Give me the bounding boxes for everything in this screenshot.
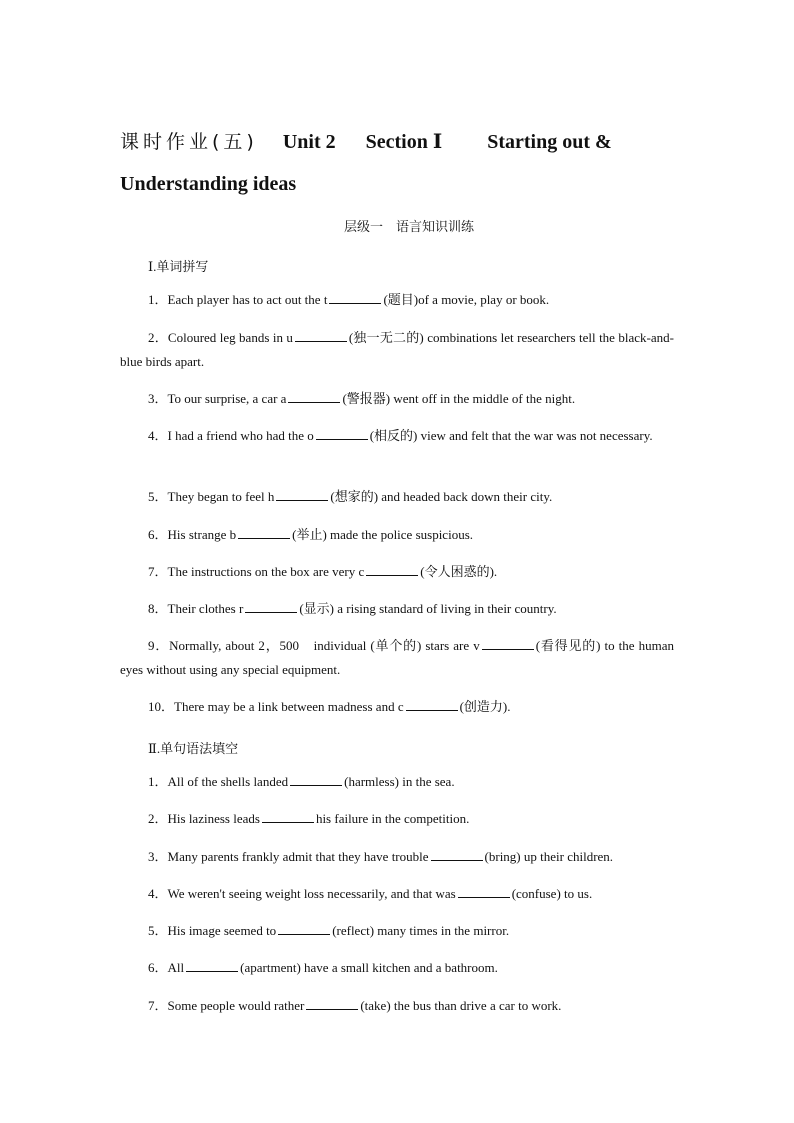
part1-item bbox=[120, 387, 674, 411]
item-text-after: (题目)of a movie, play or book. bbox=[383, 292, 550, 307]
item-text-before: I had a friend who had the o bbox=[167, 428, 314, 443]
item-number: 8． bbox=[148, 601, 168, 616]
part1-item bbox=[120, 523, 674, 547]
part1-item bbox=[120, 485, 674, 509]
part1-heading: Ⅰ.单词拼写 bbox=[148, 259, 209, 274]
item-text-before: All bbox=[167, 960, 185, 975]
item-text-after: (confuse) to us. bbox=[511, 886, 593, 901]
item-text-after: (显示) a rising standard of living in their country. bbox=[299, 601, 557, 616]
part2-item bbox=[120, 807, 674, 831]
item-number: 2． bbox=[148, 811, 168, 826]
item-text-before: To our surprise, a car a bbox=[167, 391, 287, 406]
item-number: 3． bbox=[148, 391, 168, 406]
page-title bbox=[120, 121, 674, 205]
item-text-after: his failure in the competition. bbox=[315, 811, 470, 826]
item-text-before: His image seemed to bbox=[167, 923, 277, 938]
item-text-after: (警报器) went off in the middle of the night. bbox=[342, 391, 576, 406]
title-topic-line2: Understanding ideas bbox=[120, 173, 297, 195]
answer-blank[interactable] bbox=[278, 922, 330, 935]
item-text-after: (harmless) in the sea. bbox=[344, 774, 455, 789]
answer-blank[interactable] bbox=[406, 698, 458, 711]
answer-blank[interactable] bbox=[316, 427, 368, 440]
item-text-after: (bring) up their children. bbox=[484, 849, 614, 864]
part1-item bbox=[120, 597, 674, 621]
answer-blank[interactable] bbox=[329, 291, 381, 304]
item-text-before: Normally, about 2，500 individual (单个的) stars are v bbox=[169, 638, 480, 653]
part2-item bbox=[120, 919, 674, 943]
part2-item bbox=[120, 845, 674, 869]
answer-blank[interactable] bbox=[295, 329, 347, 342]
answer-blank[interactable] bbox=[245, 600, 297, 613]
answer-blank[interactable] bbox=[458, 885, 510, 898]
answer-blank[interactable] bbox=[186, 959, 238, 972]
title-unit: Unit 2 bbox=[282, 131, 336, 153]
part2-item bbox=[120, 882, 674, 906]
item-text-after: (独一无二的) combinations let researchers tell the black-and-blue birds apart. bbox=[120, 330, 674, 369]
answer-blank[interactable] bbox=[288, 390, 340, 403]
item-number: 2． bbox=[148, 330, 168, 345]
answer-blank[interactable] bbox=[431, 848, 483, 861]
item-number: 6． bbox=[148, 527, 168, 542]
item-text-before: His strange b bbox=[167, 527, 237, 542]
title-cn: 课时作业(五) bbox=[120, 131, 258, 153]
part2-item bbox=[120, 956, 674, 980]
item-text-after: (看得见的) to the human eyes without using any special equipment. bbox=[120, 638, 674, 677]
item-number: 9． bbox=[148, 638, 170, 653]
item-text-before: We weren't seeing weight loss necessarily, and that was bbox=[167, 886, 456, 901]
item-text-after: (apartment) have a small kitchen and a bathroom. bbox=[240, 960, 498, 975]
part1-item bbox=[120, 424, 674, 448]
answer-blank[interactable] bbox=[276, 488, 328, 501]
answer-blank[interactable] bbox=[482, 637, 534, 650]
part1-item bbox=[120, 560, 674, 584]
answer-blank[interactable] bbox=[306, 997, 358, 1010]
item-text-before: His laziness leads bbox=[167, 811, 260, 826]
item-number: 7． bbox=[148, 998, 168, 1013]
part1-item bbox=[120, 695, 674, 719]
item-number: 10． bbox=[148, 699, 175, 714]
item-number: 5． bbox=[148, 923, 168, 938]
item-number: 7． bbox=[148, 564, 168, 579]
item-text-after: (举止) made the police suspicious. bbox=[292, 527, 474, 542]
item-number: 1． bbox=[148, 774, 168, 789]
item-text-before: Some people would rather bbox=[167, 998, 305, 1013]
part2-heading: Ⅱ.单句语法填空 bbox=[148, 741, 239, 756]
item-number: 6． bbox=[148, 960, 168, 975]
item-text-before: Coloured leg bands in u bbox=[167, 330, 293, 345]
answer-blank[interactable] bbox=[290, 773, 342, 786]
item-text-after: (相反的) view and felt that the war was not necessary. bbox=[369, 428, 653, 443]
item-number: 4． bbox=[148, 428, 168, 443]
item-text-after: (创造力). bbox=[459, 699, 511, 714]
item-text-after: (想家的) and headed back down their city. bbox=[330, 489, 553, 504]
title-topic-line1: Starting out & bbox=[487, 131, 612, 153]
answer-blank[interactable] bbox=[238, 526, 290, 539]
item-number: 1． bbox=[148, 292, 168, 307]
item-text-before: Each player has to act out the t bbox=[167, 292, 328, 307]
item-text-before: Their clothes r bbox=[167, 601, 244, 616]
level-heading: 层级一 语言知识训练 bbox=[343, 219, 474, 234]
item-text-before: They began to feel h bbox=[167, 489, 275, 504]
part2-item bbox=[120, 994, 674, 1018]
part1-item bbox=[120, 634, 674, 682]
item-number: 3． bbox=[148, 849, 168, 864]
item-text-before: Many parents frankly admit that they have trouble bbox=[167, 849, 429, 864]
part2-item bbox=[120, 770, 674, 794]
item-number: 4． bbox=[148, 886, 168, 901]
title-section: Section Ⅰ bbox=[365, 131, 443, 153]
part1-item bbox=[120, 326, 674, 374]
item-text-before: The instructions on the box are very c bbox=[167, 564, 365, 579]
item-text-after: (reflect) many times in the mirror. bbox=[332, 923, 510, 938]
part1-item bbox=[120, 288, 674, 312]
item-number: 5． bbox=[148, 489, 168, 504]
item-text-after: (take) the bus than drive a car to work. bbox=[360, 998, 562, 1013]
item-text-before: All of the shells landed bbox=[167, 774, 289, 789]
answer-blank[interactable] bbox=[262, 810, 314, 823]
answer-blank[interactable] bbox=[366, 563, 418, 576]
item-text-after: (令人困惑的). bbox=[420, 564, 498, 579]
item-text-before: There may be a link between madness and c bbox=[174, 699, 404, 714]
